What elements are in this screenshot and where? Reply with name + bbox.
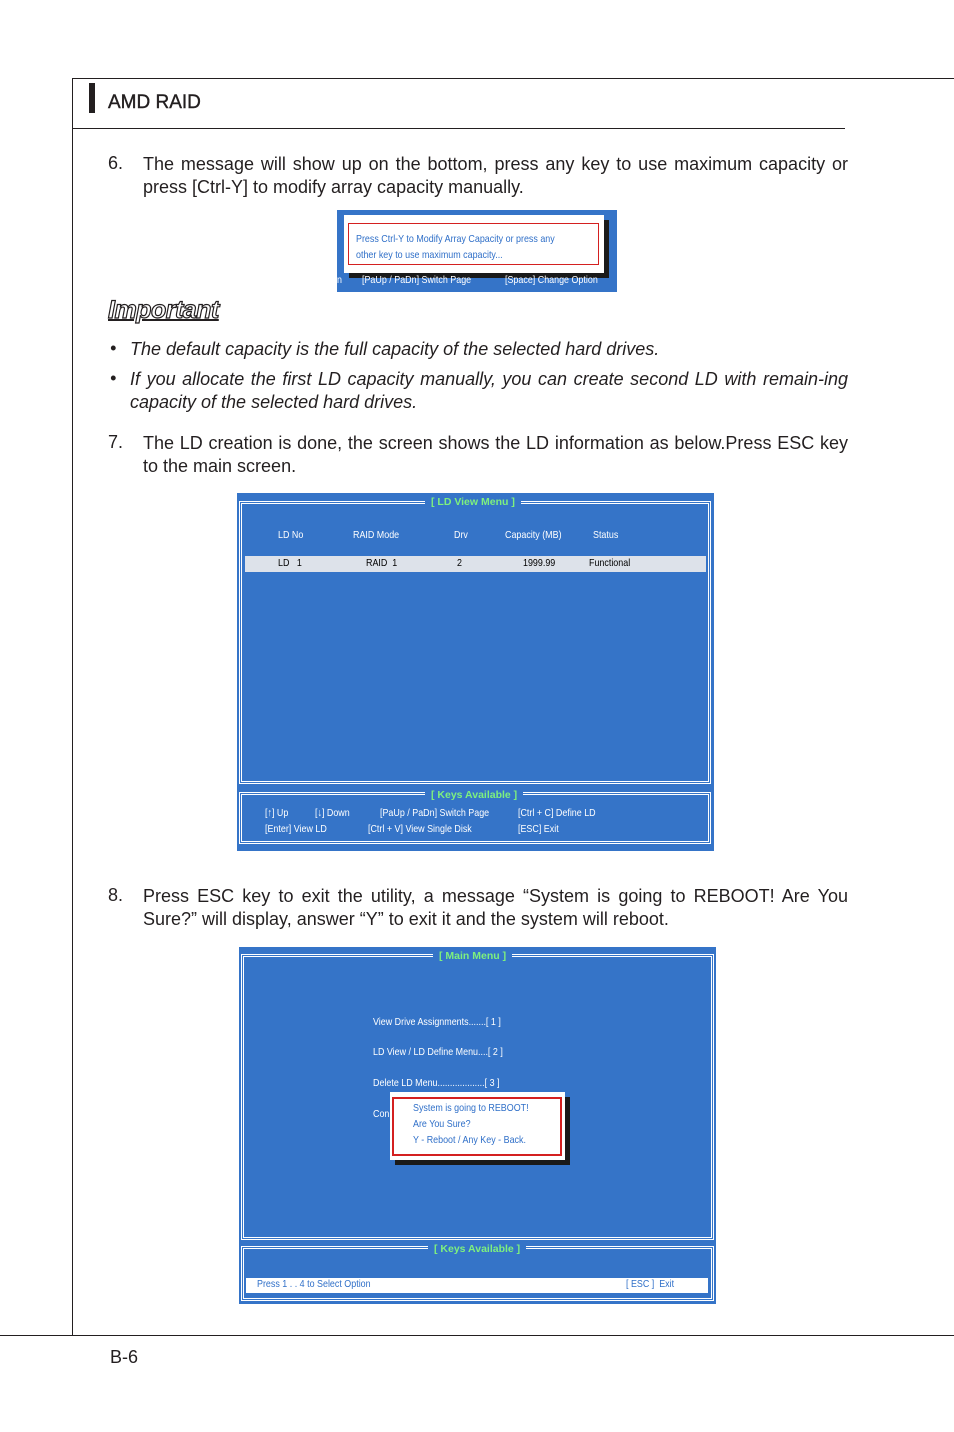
important-heading: Important [108,296,219,324]
step-text: Press ESC key to exit the utility, a message “System is going to REBOOT! Are You Sure?” will display, answer “Y” to exit it and the system will reboot. [143,886,848,929]
key-hint: [ESC] Exit [518,823,559,835]
capacity-message-box [344,215,604,273]
status-hint: Press 1 . . 4 to Select Option [257,1278,371,1290]
status-exit: [ ESC ] Exit [626,1278,675,1290]
keys-title: [ Keys Available ] [425,789,523,801]
keys-title: [ Keys Available ] [428,1243,526,1255]
ld-view-title: [ LD View Menu ] [425,496,521,508]
dialog-line: Y - Reboot / Any Key - Back. [413,1134,526,1146]
key-hint: [Enter] View LD [265,823,327,835]
frame-top-rule [72,78,954,79]
column-header: RAID Mode [353,529,400,541]
important-item: If you allocate the first LD capacity manually, you can create second LD with remain-ing capacity of the selected hard drives. [130,369,848,412]
column-header: Drv [454,529,468,541]
page-number: B-6 [110,1347,139,1367]
key-hint: [Ctrl + V] View Single Disk [368,823,472,835]
important-item: The default capacity is the full capacity of the selected hard drives. [130,339,660,359]
ld-view-menu-screenshot [237,493,714,851]
step-text: The LD creation is done, the screen shows the LD information as below.Press ESC key to the main screen. [143,433,848,476]
frame-left-rule [72,78,73,1336]
ld-number-cell: LD 1 [278,557,302,569]
capacity-cell: 1999.99 [523,557,556,569]
bullet-icon: • [110,368,117,388]
step-number: 8. [108,885,124,905]
menu-item-ld-view[interactable]: LD View / LD Define Menu....[ 2 ] [373,1046,503,1058]
header-rule [72,128,845,129]
key-hint: [Ctrl + C] Define LD [518,807,596,819]
main-menu-screenshot [239,947,716,1304]
key-hint: [↑] Up [265,807,289,819]
raid-mode-cell: RAID 1 [366,557,398,569]
message-line: other key to use maximum capacity... [356,249,503,261]
section-title: AMD RAID [108,92,201,113]
key-hint: n [337,274,342,286]
main-menu-title: [ Main Menu ] [433,950,512,962]
key-hint: [↓] Down [315,807,350,819]
menu-item-view-drives[interactable]: View Drive Assignments.......[ 1 ] [373,1016,501,1028]
status-cell: Functional [589,557,631,569]
menu-item-continue[interactable]: Con [373,1108,390,1120]
key-hint: [Space] Change Option [505,274,598,286]
column-header: Capacity (MB) [505,529,562,541]
column-header: Status [593,529,619,541]
capacity-prompt-screenshot [337,210,617,292]
step-text: The message will show up on the bottom, press any key to use maximum capacity or press [Ctrl-Y] to modify array capacity manually. [143,154,848,197]
table-row[interactable] [245,556,706,572]
key-hint: [PaUp / PaDn] Switch Page [362,274,472,286]
key-hint: [PaUp / PaDn] Switch Page [380,807,490,819]
header-marker [89,83,95,113]
step-number: 7. [108,432,124,452]
dialog-line: Are You Sure? [413,1118,471,1130]
bullet-icon: • [110,338,117,358]
drive-count-cell: 2 [457,557,462,569]
menu-item-delete-ld[interactable]: Delete LD Menu...................[ 3 ] [373,1077,500,1089]
message-line: Press Ctrl-Y to Modify Array Capacity or press any [356,233,555,245]
step-number: 6. [108,153,124,173]
ld-view-frame [239,501,711,784]
footer-rule [0,1335,954,1336]
dialog-line: System is going to REBOOT! [413,1102,529,1114]
reboot-dialog [390,1092,565,1160]
status-bar [246,1278,708,1293]
column-header: LD No [278,529,304,541]
